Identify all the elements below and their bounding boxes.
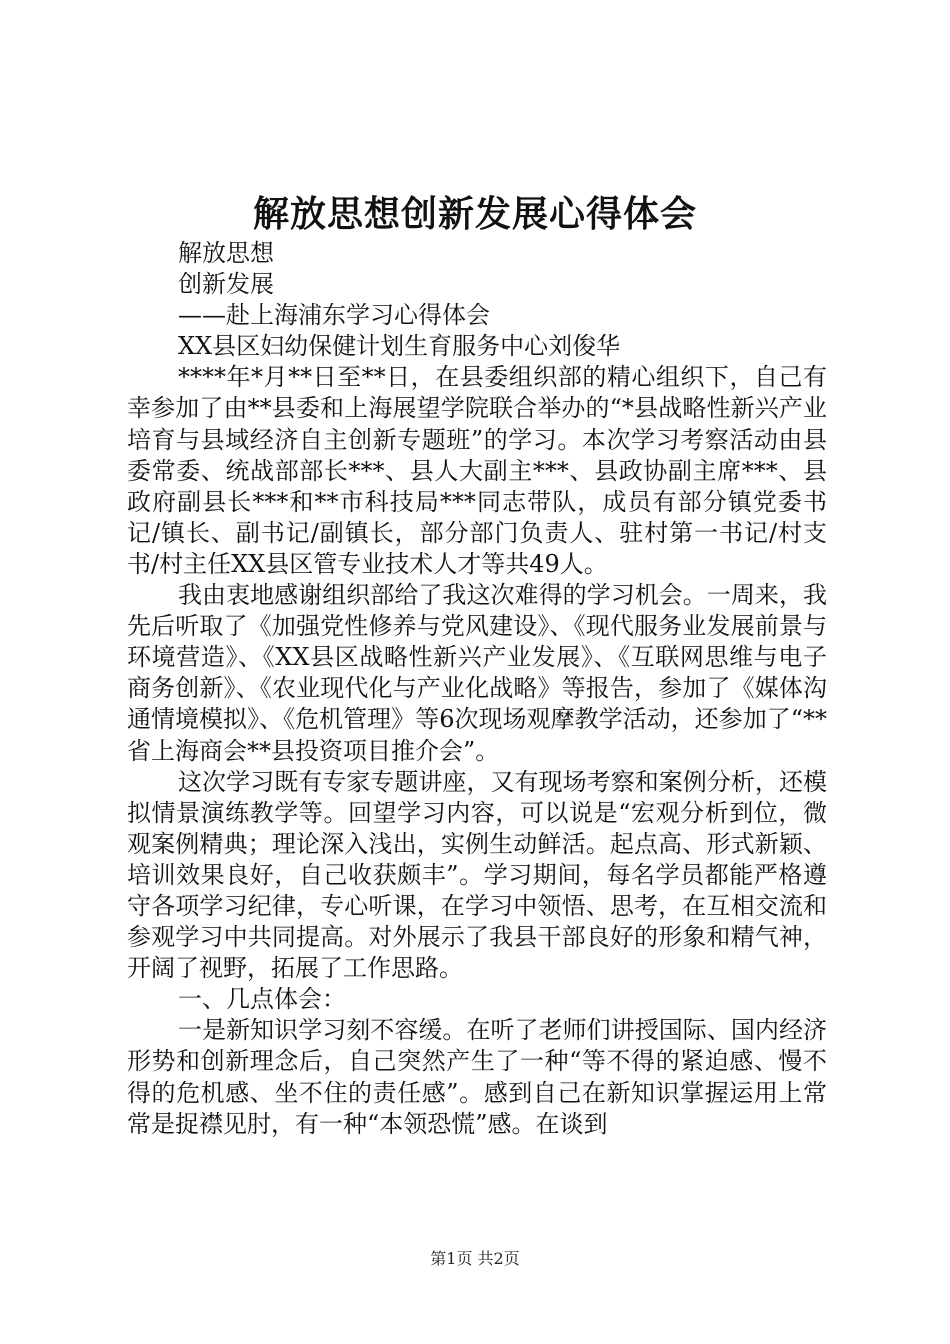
- subheading-innovative-development: 创新发展: [178, 270, 274, 299]
- page-footer: 第1页 共2页: [430, 1249, 520, 1268]
- document-title: 解放思想创新发展心得体会: [252, 193, 697, 235]
- paragraph-insight-one: 一是新知识学习刻不容缓。在听了老师们讲授国际、国内经济形势和创新理念后，自己突然产生了一种“等不得的紧迫感、慢不得的危机感、坐不住的责任感”。感到自己在新知识掌握运用上常常是捉襟见肘，有一种“本领恐慌”感。在谈到: [127, 1016, 827, 1138]
- paragraph-intro: ****年*月**日至**日，在县委组织部的精心组织下，自己有幸参加了由**县委和上海展望学院联合举办的“*县战略性新兴产业培育与县域经济自主创新专题班”的学习。本次学习考察活动由县委常委、统战部部长***、县人大副主***、县政协副主席***、县政府副县长***和**市科技局***同志带队，成员有部分镇党委书记/镇长、副书记/副镇长，部分部门负责人、驻村第一书记/村支书/村主任XX县区管专业技术人才等共49人。: [127, 363, 827, 578]
- paragraph-gratitude: 我由衷地感谢组织部给了我这次难得的学习机会。一周来，我先后听取了《加强党性修养与党风建设》、《现代服务业发展前景与环境营造》、《XX县区战略性新兴产业发展》、《互联网思维与电子商务创新》、《农业现代化与产业化战略》等报告，参加了《媒体沟通情境模拟》、《危机管理》等6次现场观摩教学活动，还参加了“**省上海商会**县投资项目推介会”。: [127, 581, 827, 765]
- author-line: XX县区妇幼保健计划生育服务中心刘俊华: [178, 332, 621, 361]
- section-heading-insights: 一、几点体会：: [178, 985, 346, 1014]
- document-body: [127, 238, 827, 1140]
- subheading-emancipate-mind: 解放思想: [178, 239, 274, 267]
- paragraph-study-content: 这次学习既有专家专题讲座，又有现场考察和案例分析，还模拟情景演练教学等。回望学习内容，可以说是“宏观分析到位，微观案例精典；理论深入浅出，实例生动鲜活。起点高、形式新颖、培训效果良好，自己收获颇丰”。学习期间，每名学员都能严格遵守各项学习纪律，专心听课，在学习中领悟、思考，在互相交流和参观学习中共同提高。对外展示了我县干部良好的形象和精气神，开阔了视野，拓展了工作思路。: [127, 767, 827, 983]
- subheading-pudong-study: ——赴上海浦东学习心得体会: [178, 301, 490, 330]
